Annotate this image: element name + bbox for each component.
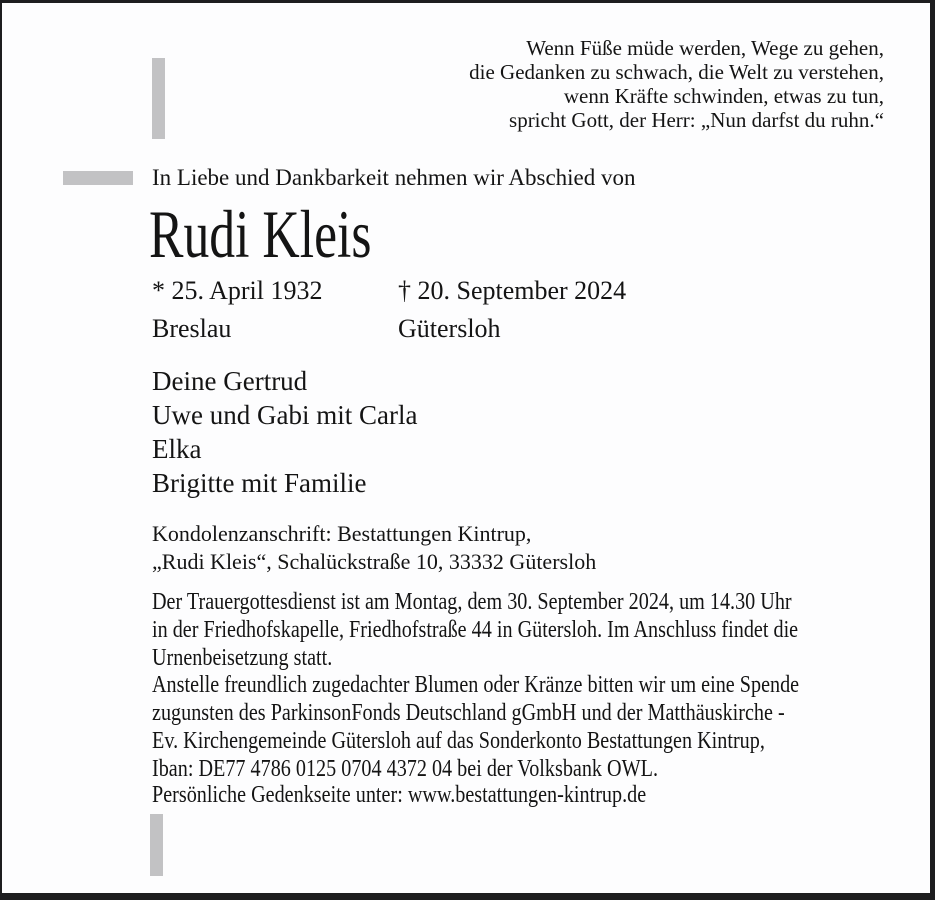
birth-place: Breslau xyxy=(152,314,232,343)
condolence-line: „Rudi Kleis“, Schalückstraße 10, 33332 Gütersloh xyxy=(152,549,597,574)
accent-bar-vertical-bottom xyxy=(150,814,163,876)
birth-date-line xyxy=(152,272,322,310)
death-date-line xyxy=(398,272,626,310)
death-place: Gütersloh xyxy=(398,314,501,343)
birth-info xyxy=(152,272,322,348)
mourner-line: Uwe und Gabi mit Carla xyxy=(152,400,418,430)
death-date: 20. September 2024 xyxy=(417,276,627,305)
verse-line: die Gedanken zu schwach, die Welt zu verstehen, xyxy=(469,60,884,84)
verse-line: wenn Kräfte schwinden, etwas zu tun, xyxy=(563,84,884,108)
donation-line: Ev. Kirchengemeinde Gütersloh auf das Sonderkonto Bestattungen Kintrup, xyxy=(152,728,765,754)
mourner-line: Elka xyxy=(152,434,202,464)
service-info xyxy=(152,588,798,672)
donation-line: Anstelle freundlich zugedachter Blumen oder Kränze bitten wir um eine Spende xyxy=(152,672,800,698)
mourner-line: Brigitte mit Familie xyxy=(152,468,367,498)
condolence-address xyxy=(152,520,596,576)
death-cross-symbol: † xyxy=(398,276,411,305)
birth-date: 25. April 1932 xyxy=(171,276,323,305)
verse-line: Wenn Füße müde werden, Wege zu gehen, xyxy=(526,36,884,60)
birth-symbol: * xyxy=(152,276,165,305)
death-info xyxy=(398,272,626,348)
mourners-list xyxy=(152,364,417,500)
donation-line: Iban: DE77 4786 0125 0704 4372 04 bei der Volksbank OWL. xyxy=(152,756,659,782)
donation-info xyxy=(152,671,799,783)
intro-line: In Liebe und Dankbarkeit nehmen wir Abschied von xyxy=(152,165,636,190)
deceased-name: Rudi Kleis xyxy=(149,196,372,272)
service-line: Der Trauergottesdienst ist am Montag, dem 30. September 2024, um 14.30 Uhr xyxy=(152,589,792,615)
service-line: Urnenbeisetzung statt. xyxy=(152,645,333,671)
memorial-page-line: Persönliche Gedenkseite unter: www.bestattungen-kintrup.de xyxy=(152,782,647,808)
verse-line: spricht Gott, der Herr: „Nun darfst du ruhn.“ xyxy=(509,108,884,132)
service-line: in der Friedhofskapelle, Friedhofstraße 44 in Gütersloh. Im Anschluss findet die xyxy=(152,617,799,643)
accent-bar-horizontal xyxy=(63,171,133,185)
donation-line: zugunsten des ParkinsonFonds Deutschland gGmbH und der Matthäuskirche - xyxy=(152,700,785,726)
accent-bar-vertical-top xyxy=(152,58,165,139)
condolence-line: Kondolenzanschrift: Bestattungen Kintrup, xyxy=(152,521,532,546)
opening-verse xyxy=(469,36,884,132)
mourner-line: Deine Gertrud xyxy=(152,366,308,396)
